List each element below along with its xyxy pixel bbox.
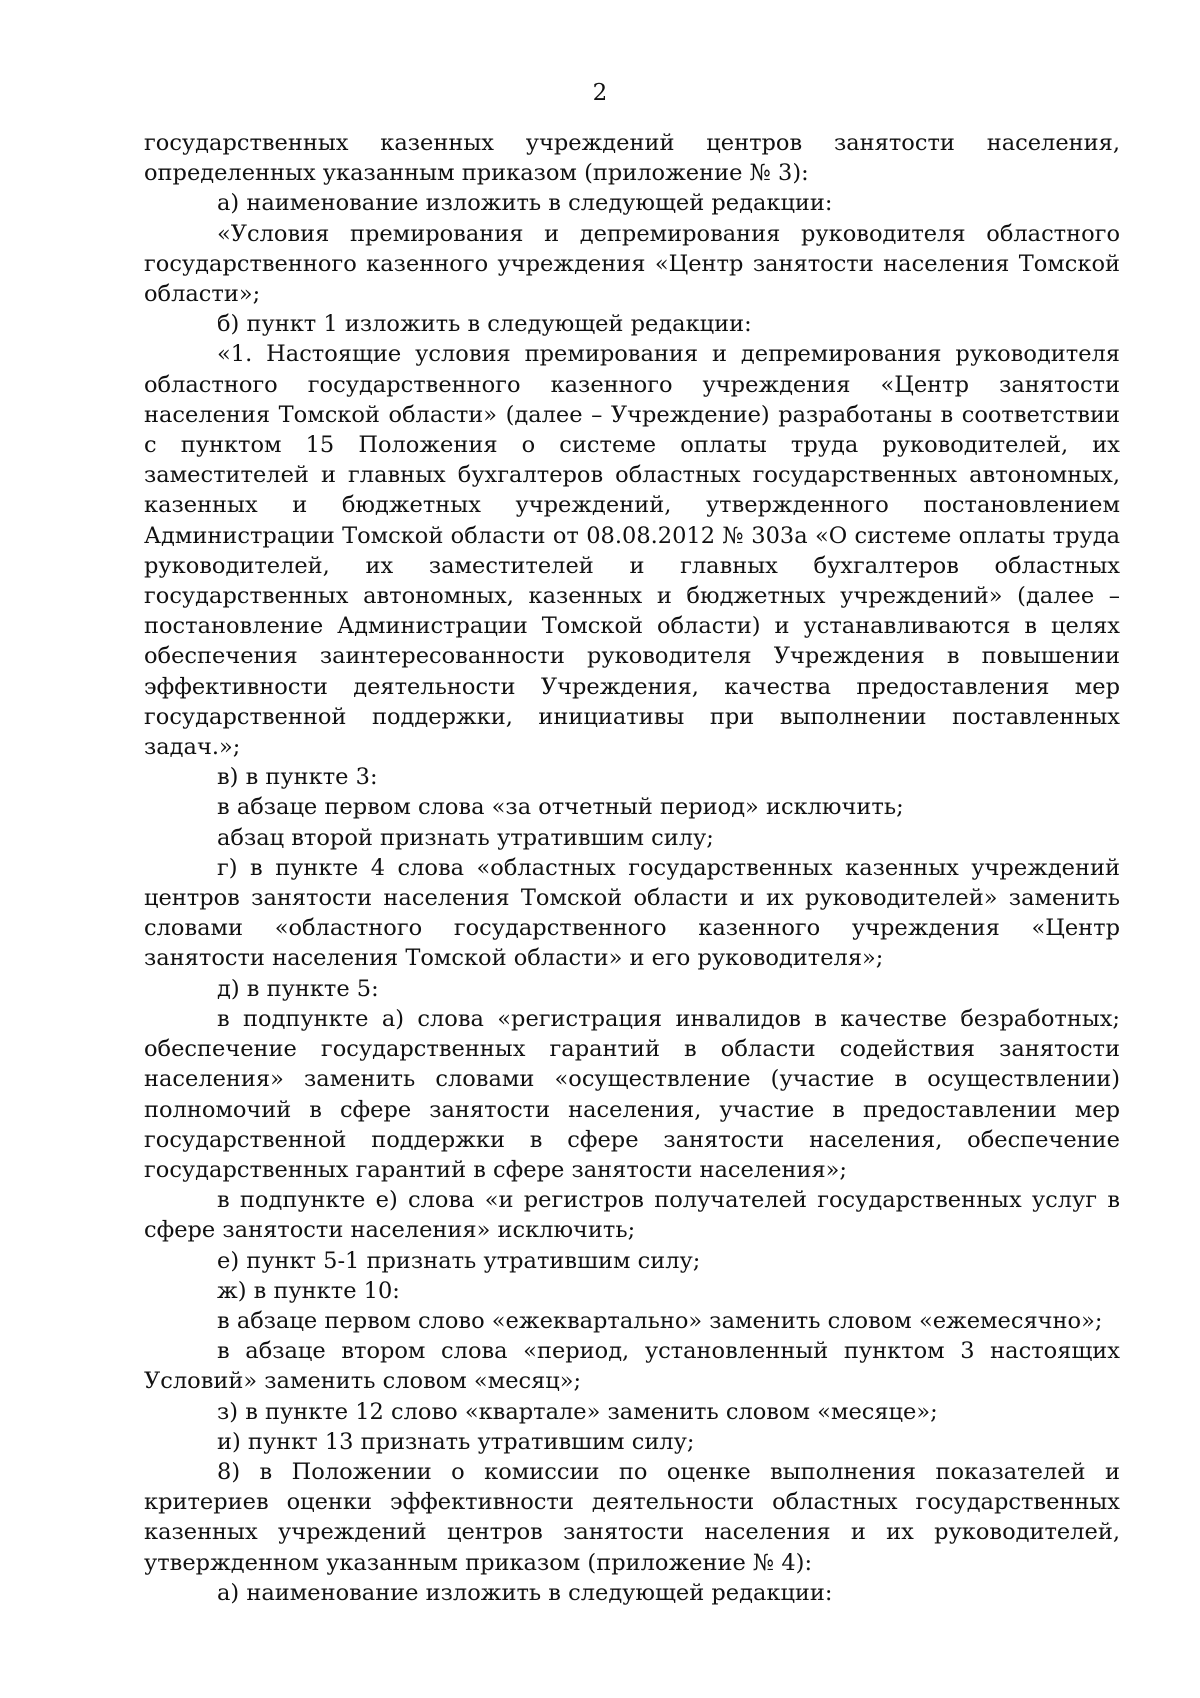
paragraph: г) в пункте 4 слова «областных государственных казенных учреждений центров занятости населения Томской области и их руководителей» заменить словами «областного государственного казенного учреждения «Центр занятости населения Томской области» и его руководителя»;: [144, 854, 1120, 972]
paragraph: «Условия премирования и депремирования руководителя областного государственного казенного учреждения «Центр занятости населения Томской области»;: [144, 220, 1120, 308]
paragraph: в подпункте а) слова «регистрация инвалидов в качестве безработных; обеспечение государственных гарантий в области содействия занятости населения» заменить словами «осуществление (участие в осуществлении) полномочий в сфере занятости населения, участие в предоставлении мер государственной поддержки в сфере занятости населения, обеспечение государственных гарантий в сфере занятости населения»;: [144, 1005, 1120, 1183]
paragraph: ж) в пункте 10:: [217, 1277, 400, 1304]
paragraph: д) в пункте 5:: [217, 975, 379, 1002]
paragraph: государственных казенных учреждений центров занятости населения, определенных указанным приказом (приложение № 3):: [144, 130, 1120, 187]
paragraph: в подпункте е) слова «и регистров получателей государственных услуг в сфере занятости населения» исключить;: [144, 1187, 1120, 1244]
paragraph: а) наименование изложить в следующей редакции:: [217, 1579, 833, 1606]
paragraph: «1. Настоящие условия премирования и депремирования руководителя областного государственного казенного учреждения «Центр занятости населения Томской области» (далее – Учреждение) разработаны в соответствии с пунктом 15 Положения о системе оплаты труда руководителей, их заместителей и главных бухгалтеров областных государственных автономных, казенных и бюджетных учреждений, утвержденного постановлением Администрации Томской области от 08.08.2012 № 303а «О системе оплаты труда руководителей, их заместителей и главных бухгалтеров областных государственных автономных, казенных и бюджетных учреждений» (далее – постановление Администрации Томской области) и устанавливаются в целях обеспечения заинтересованности руководителя Учреждения в повышении эффективности деятельности Учреждения, качества предоставления мер государственной поддержки, инициативы при выполнении поставленных задач.»;: [144, 341, 1120, 761]
paragraph: е) пункт 5-1 признать утратившим силу;: [217, 1247, 701, 1274]
paragraph: в) в пункте 3:: [217, 764, 378, 791]
paragraph: 8) в Положении о комиссии по оценке выполнения показателей и критериев оценки эффективности деятельности областных государственных казенных учреждений центров занятости населения и их руководителей, утвержденном указанным приказом (приложение № 4):: [144, 1458, 1120, 1576]
paragraph: б) пункт 1 изложить в следующей редакции:: [217, 311, 752, 338]
paragraph: абзац второй признать утратившим силу;: [217, 824, 714, 851]
document-body: [144, 128, 1120, 1608]
page-number: 2: [592, 80, 608, 106]
paragraph: з) в пункте 12 слово «квартале» заменить словом «месяце»;: [217, 1398, 938, 1425]
paragraph: в абзаце первом слова «за отчетный период» исключить;: [217, 794, 904, 821]
paragraph: а) наименование изложить в следующей редакции:: [217, 190, 833, 217]
paragraph: в абзаце втором слова «период, установленный пунктом 3 настоящих Условий» заменить словом «месяц»;: [144, 1338, 1120, 1395]
paragraph: в абзаце первом слово «ежеквартально» заменить словом «ежемесячно»;: [217, 1307, 1103, 1334]
paragraph: и) пункт 13 признать утратившим силу;: [217, 1428, 695, 1455]
